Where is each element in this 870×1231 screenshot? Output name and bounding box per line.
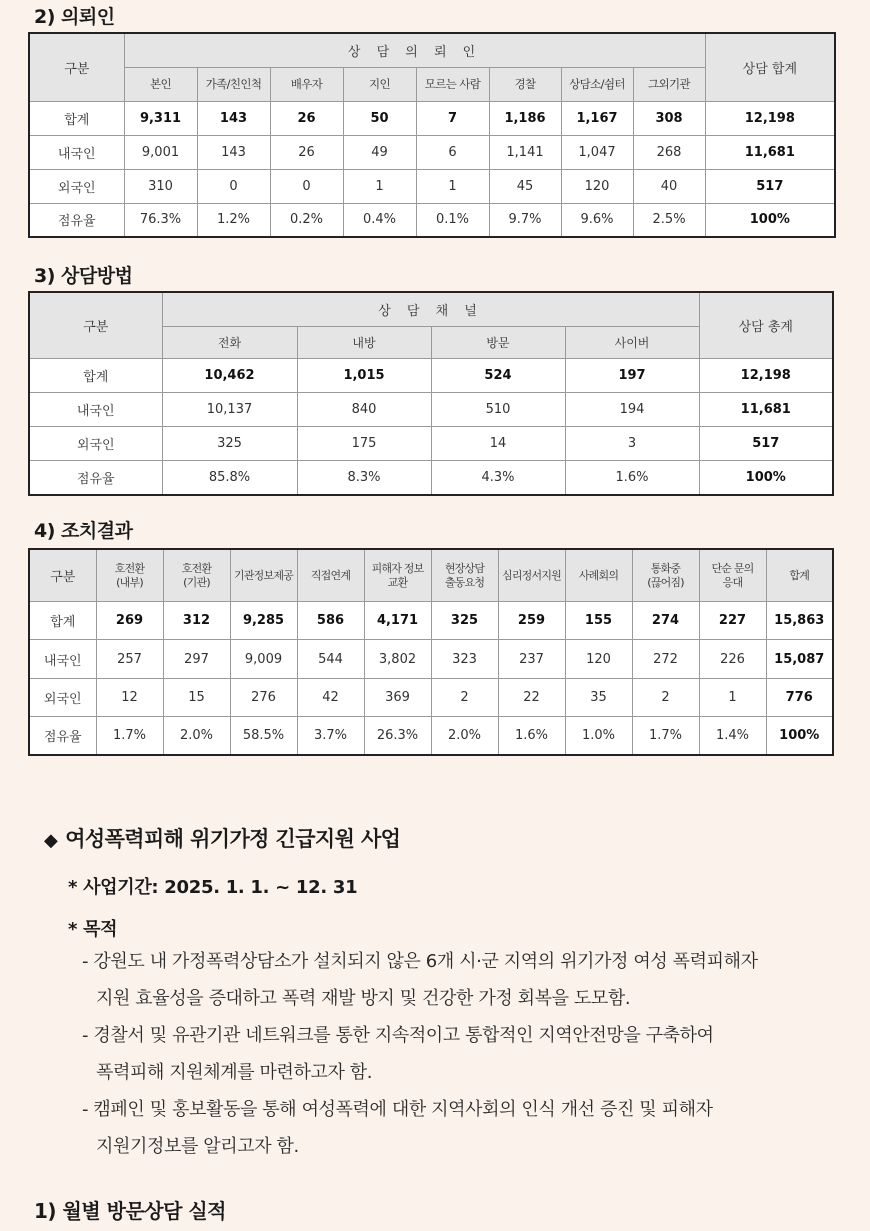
table-row xyxy=(29,640,833,678)
table-cell: 9,285 xyxy=(230,602,297,640)
table-cell: 1.6% xyxy=(498,717,565,755)
sub-header-line: 심리정서지원 xyxy=(502,568,561,582)
table-row xyxy=(29,678,833,716)
table-cell: 226 xyxy=(699,640,766,678)
table-cell: 2 xyxy=(431,678,498,716)
row-label: 점유율 xyxy=(29,203,124,237)
table-row xyxy=(29,203,835,237)
purpose-line: - 경찰서 및 유관기관 네트워크를 통한 지속적이고 통합적인 지역안전망을 구축하여 xyxy=(82,1025,714,1046)
table-cell: 1.0% xyxy=(565,717,632,755)
sub-header xyxy=(699,549,766,602)
table-row xyxy=(29,101,835,135)
table-cell: 3,802 xyxy=(364,640,431,678)
col-label: 구분 xyxy=(29,549,96,602)
row-total: 15,863 xyxy=(766,602,833,640)
row-total: 12,198 xyxy=(705,101,835,135)
col-label: 구분 xyxy=(29,292,162,358)
table-cell: 1 xyxy=(416,169,489,203)
sub-header-line: (내부) xyxy=(116,575,143,589)
sub-header: 모르는 사람 xyxy=(416,67,489,101)
sub-header xyxy=(632,549,699,602)
row-label: 내국인 xyxy=(29,640,96,678)
table-cell: 6 xyxy=(416,135,489,169)
table-cell: 40 xyxy=(633,169,705,203)
sub-header: 상담소/쉼터 xyxy=(561,67,633,101)
table-cell: 544 xyxy=(297,640,364,678)
row-total: 100% xyxy=(766,717,833,755)
table-cell: 0 xyxy=(270,169,343,203)
sub-header xyxy=(230,549,297,602)
row-total: 776 xyxy=(766,678,833,716)
table-cell: 274 xyxy=(632,602,699,640)
table-cell: 1,047 xyxy=(561,135,633,169)
table-cell: 197 xyxy=(565,358,699,392)
table-cell: 1,015 xyxy=(297,358,431,392)
table-cell: 310 xyxy=(124,169,197,203)
table-cell: 0.1% xyxy=(416,203,489,237)
table-cell: 325 xyxy=(162,427,297,461)
table-cell: 269 xyxy=(96,602,163,640)
sub-header-line: 단순 문의 xyxy=(711,561,754,575)
table-cell: 369 xyxy=(364,678,431,716)
section-heading-requester: 2) 의뢰인 xyxy=(34,6,115,28)
table-cell: 50 xyxy=(343,101,416,135)
table-cell: 840 xyxy=(297,392,431,426)
table-cell: 1 xyxy=(699,678,766,716)
table-cell: 1.2% xyxy=(197,203,270,237)
row-label: 외국인 xyxy=(29,678,96,716)
table-cell: 312 xyxy=(163,602,230,640)
table-cell: 1,186 xyxy=(489,101,561,135)
project-title-text: 여성폭력피해 위기가정 긴급지원 사업 xyxy=(65,827,401,851)
next-section-heading: 1) 월별 방문상담 실적 xyxy=(34,1199,227,1223)
table-cell: 308 xyxy=(633,101,705,135)
table-cell: 9,001 xyxy=(124,135,197,169)
row-total: 11,681 xyxy=(699,392,833,426)
table-cell: 15 xyxy=(163,678,230,716)
table-cell: 12 xyxy=(96,678,163,716)
sub-header xyxy=(498,549,565,602)
method-table xyxy=(28,291,834,496)
purpose-line: - 캠페인 및 홍보활동을 통해 여성폭력에 대한 지역사회의 인식 개선 증진 및 피해자 xyxy=(82,1099,713,1120)
table-cell: 120 xyxy=(565,640,632,678)
group-header: 상 담 채 널 xyxy=(162,292,699,326)
table-cell: 1,141 xyxy=(489,135,561,169)
project-period: * 사업기간: 2025. 1. 1. ~ 12. 31 xyxy=(68,877,358,898)
sub-header: 그외기관 xyxy=(633,67,705,101)
table-cell: 4,171 xyxy=(364,602,431,640)
row-label: 합계 xyxy=(29,101,124,135)
table-cell: 175 xyxy=(297,427,431,461)
sub-header: 사이버 xyxy=(565,326,699,358)
purpose-line: 지원 효율성을 증대하고 폭력 재발 방지 및 건강한 가정 회복을 도모함. xyxy=(96,988,631,1009)
table-cell: 120 xyxy=(561,169,633,203)
table-cell: 42 xyxy=(297,678,364,716)
table-cell: 325 xyxy=(431,602,498,640)
purpose-item xyxy=(82,1017,852,1091)
purpose-line: - 강원도 내 가정폭력상담소가 설치되지 않은 6개 시·군 지역의 위기가정 여성 폭력피해자 xyxy=(82,951,758,972)
table-cell: 10,462 xyxy=(162,358,297,392)
total-header: 상담 합계 xyxy=(705,33,835,101)
sub-header: 배우자 xyxy=(270,67,343,101)
table-cell: 14 xyxy=(431,427,565,461)
row-label: 합계 xyxy=(29,358,162,392)
table-cell: 268 xyxy=(633,135,705,169)
project-title xyxy=(44,823,400,853)
row-total: 15,087 xyxy=(766,640,833,678)
table-cell: 10,137 xyxy=(162,392,297,426)
table-cell: 2.0% xyxy=(431,717,498,755)
table-cell: 4.3% xyxy=(431,461,565,495)
total-header: 합계 xyxy=(766,549,833,602)
table-cell: 26 xyxy=(270,135,343,169)
table-cell: 276 xyxy=(230,678,297,716)
purpose-item xyxy=(82,943,852,1017)
row-total: 11,681 xyxy=(705,135,835,169)
table-cell: 1.4% xyxy=(699,717,766,755)
table-cell: 3 xyxy=(565,427,699,461)
row-total: 100% xyxy=(705,203,835,237)
table-cell: 26.3% xyxy=(364,717,431,755)
purpose-line: 지원기정보를 알리고자 함. xyxy=(96,1136,299,1157)
sub-header-line: 직접연계 xyxy=(310,568,351,582)
table-cell: 143 xyxy=(197,135,270,169)
table-cell: 3.7% xyxy=(297,717,364,755)
table-cell: 323 xyxy=(431,640,498,678)
table-cell: 76.3% xyxy=(124,203,197,237)
diamond-icon: ◆ xyxy=(44,830,58,851)
table-cell: 85.8% xyxy=(162,461,297,495)
sub-header-line: 현장상담 xyxy=(444,561,485,575)
table-cell: 194 xyxy=(565,392,699,426)
table-cell: 2 xyxy=(632,678,699,716)
table-cell: 143 xyxy=(197,101,270,135)
table-cell: 35 xyxy=(565,678,632,716)
row-total: 12,198 xyxy=(699,358,833,392)
table-row xyxy=(29,602,833,640)
section-heading-method: 3) 상담방법 xyxy=(34,265,133,287)
table-cell: 297 xyxy=(163,640,230,678)
row-label: 합계 xyxy=(29,602,96,640)
table-cell: 9,311 xyxy=(124,101,197,135)
table-cell: 1.6% xyxy=(565,461,699,495)
table-row xyxy=(29,427,833,461)
sub-header-line: 응대 xyxy=(722,575,743,589)
table-cell: 227 xyxy=(699,602,766,640)
sub-header-line: 호전환 xyxy=(181,561,212,575)
sub-header xyxy=(565,549,632,602)
table-row xyxy=(29,135,835,169)
sub-header xyxy=(96,549,163,602)
table-row xyxy=(29,461,833,495)
sub-header-line: 기관정보제공 xyxy=(234,568,293,582)
purpose-item xyxy=(82,1091,852,1165)
table-row xyxy=(29,717,833,755)
sub-header xyxy=(364,549,431,602)
row-label: 내국인 xyxy=(29,392,162,426)
row-label: 외국인 xyxy=(29,427,162,461)
sub-header: 방문 xyxy=(431,326,565,358)
sub-header-line: 통화중 xyxy=(650,561,681,575)
group-header: 상 담 의 뢰 인 xyxy=(124,33,705,67)
total-header: 상담 총계 xyxy=(699,292,833,358)
row-total: 517 xyxy=(699,427,833,461)
row-total: 517 xyxy=(705,169,835,203)
sub-header: 가족/친인척 xyxy=(197,67,270,101)
sub-header: 지인 xyxy=(343,67,416,101)
table-cell: 22 xyxy=(498,678,565,716)
sub-header xyxy=(163,549,230,602)
sub-header: 내방 xyxy=(297,326,431,358)
row-total: 100% xyxy=(699,461,833,495)
table-cell: 524 xyxy=(431,358,565,392)
table-row xyxy=(29,358,833,392)
requester-table xyxy=(28,32,836,238)
table-cell: 2.0% xyxy=(163,717,230,755)
table-row xyxy=(29,392,833,426)
table-cell: 155 xyxy=(565,602,632,640)
sub-header: 경찰 xyxy=(489,67,561,101)
table-cell: 2.5% xyxy=(633,203,705,237)
sub-header xyxy=(297,549,364,602)
row-label: 내국인 xyxy=(29,135,124,169)
row-label: 외국인 xyxy=(29,169,124,203)
action-table xyxy=(28,548,834,756)
table-cell: 1,167 xyxy=(561,101,633,135)
table-cell: 510 xyxy=(431,392,565,426)
row-label: 점유율 xyxy=(29,717,96,755)
sub-header: 전화 xyxy=(162,326,297,358)
purpose-label: * 목적 xyxy=(68,919,118,940)
section-heading-action: 4) 조치결과 xyxy=(34,520,133,542)
sub-header: 본인 xyxy=(124,67,197,101)
table-cell: 9,009 xyxy=(230,640,297,678)
table-cell: 1.7% xyxy=(632,717,699,755)
table-cell: 7 xyxy=(416,101,489,135)
table-cell: 49 xyxy=(343,135,416,169)
sub-header-line: 출동요청 xyxy=(444,575,485,589)
table-cell: 45 xyxy=(489,169,561,203)
table-cell: 58.5% xyxy=(230,717,297,755)
sub-header-line: 교환 xyxy=(387,575,408,589)
table-row xyxy=(29,169,835,203)
row-label: 점유율 xyxy=(29,461,162,495)
sub-header-line: 피해자 정보 xyxy=(371,561,424,575)
table-cell: 9.7% xyxy=(489,203,561,237)
table-cell: 586 xyxy=(297,602,364,640)
sub-header-line: (기관) xyxy=(183,575,210,589)
sub-header xyxy=(431,549,498,602)
sub-header-line: (끊어짐) xyxy=(647,575,684,589)
table-cell: 0.4% xyxy=(343,203,416,237)
sub-header-line: 호전환 xyxy=(114,561,145,575)
col-label: 구분 xyxy=(29,33,124,101)
table-cell: 272 xyxy=(632,640,699,678)
table-cell: 0 xyxy=(197,169,270,203)
table-cell: 259 xyxy=(498,602,565,640)
table-cell: 257 xyxy=(96,640,163,678)
table-cell: 1.7% xyxy=(96,717,163,755)
table-cell: 8.3% xyxy=(297,461,431,495)
sub-header-line: 사례회의 xyxy=(578,568,619,582)
table-cell: 237 xyxy=(498,640,565,678)
table-cell: 0.2% xyxy=(270,203,343,237)
purpose-list xyxy=(82,943,852,1165)
table-cell: 9.6% xyxy=(561,203,633,237)
table-cell: 1 xyxy=(343,169,416,203)
purpose-line: 폭력피해 지원체계를 마련하고자 함. xyxy=(96,1062,373,1083)
table-cell: 26 xyxy=(270,101,343,135)
